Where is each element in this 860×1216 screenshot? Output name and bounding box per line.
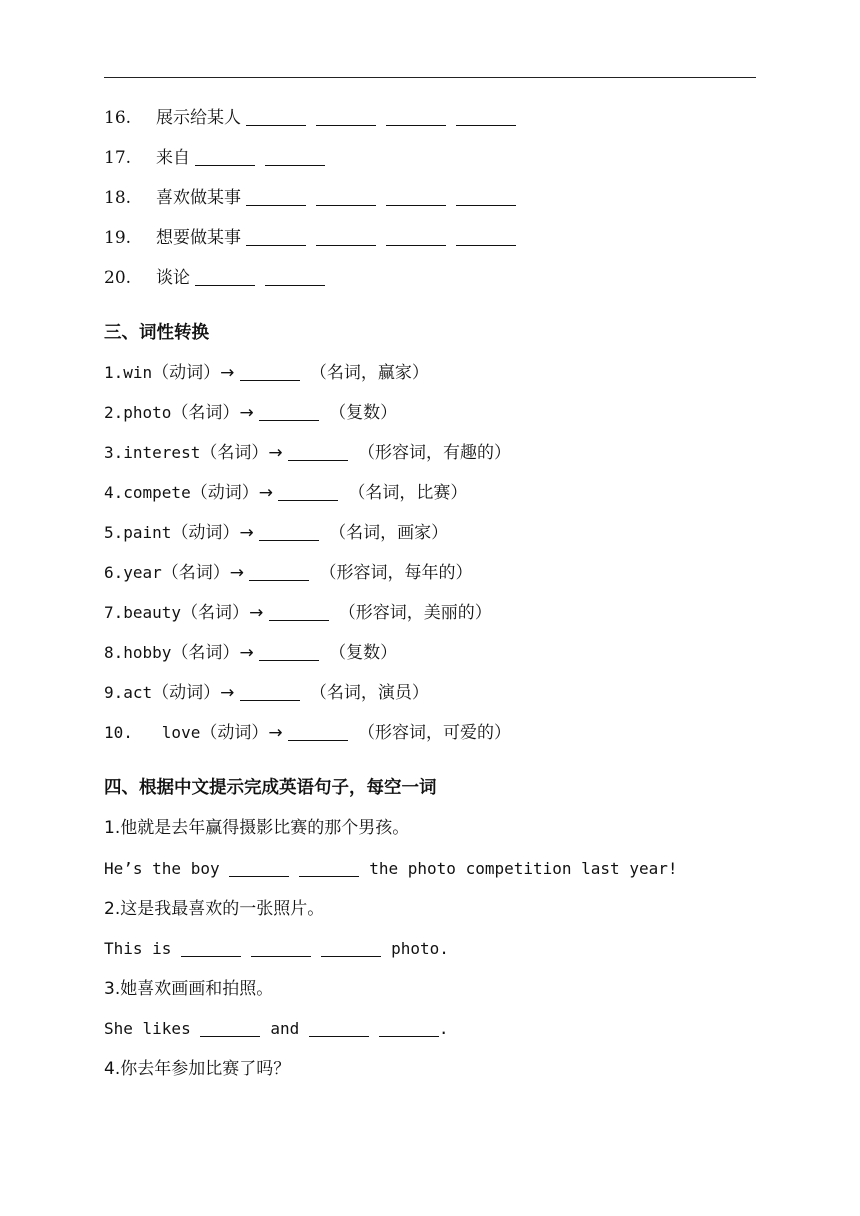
pos: （名词） bbox=[171, 643, 240, 663]
sentence-start: She likes bbox=[104, 1019, 191, 1038]
pos: （名词） bbox=[200, 443, 269, 463]
hint: （名词，比赛） bbox=[348, 483, 468, 503]
arrow-icon: → bbox=[220, 683, 235, 703]
answer-blank[interactable] bbox=[316, 109, 376, 126]
hint: （形容词，有趣的） bbox=[357, 443, 511, 463]
answer-blank[interactable] bbox=[316, 189, 376, 206]
item-number: 16. bbox=[104, 108, 132, 128]
answer-blank[interactable] bbox=[246, 109, 306, 126]
hint: （形容词，可爱的） bbox=[357, 723, 511, 743]
arrow-icon: → bbox=[239, 523, 254, 543]
question-2-english bbox=[104, 937, 449, 961]
section-3-title: 三、词性转换 bbox=[104, 323, 209, 343]
answer-blank[interactable] bbox=[240, 684, 300, 701]
pos: （名词） bbox=[181, 603, 250, 623]
conversion-item-4 bbox=[104, 481, 467, 505]
answer-blank[interactable] bbox=[259, 644, 319, 661]
item-number: 17. bbox=[104, 148, 132, 168]
answer-blank[interactable] bbox=[259, 404, 319, 421]
sentence-start: He’s the boy bbox=[104, 859, 220, 878]
arrow-icon: → bbox=[229, 563, 245, 583]
pos: （动词） bbox=[200, 723, 269, 743]
conversion-item-8 bbox=[104, 641, 397, 665]
word: 8.hobby bbox=[104, 643, 172, 662]
answer-blank[interactable] bbox=[181, 940, 241, 957]
question-4-chinese: 4.你去年参加比赛了吗？ bbox=[104, 1059, 291, 1079]
arrow-icon: → bbox=[268, 443, 283, 463]
answer-blank[interactable] bbox=[200, 1020, 260, 1037]
arrow-icon: → bbox=[220, 363, 235, 383]
question-1-english bbox=[104, 857, 677, 881]
word: 7.beauty bbox=[104, 603, 182, 622]
answer-blank[interactable] bbox=[386, 109, 446, 126]
item-text: 来自 bbox=[156, 148, 190, 168]
word: 10. love bbox=[104, 723, 201, 742]
arrow-icon: → bbox=[239, 403, 254, 423]
answer-blank[interactable] bbox=[246, 189, 306, 206]
word: 1.win bbox=[104, 363, 153, 382]
pos: （动词） bbox=[152, 683, 221, 703]
item-text: 想要做某事 bbox=[156, 228, 241, 248]
question-3-english bbox=[104, 1017, 449, 1041]
question-1-chinese: 1.他就是去年赢得摄影比赛的那个男孩。 bbox=[104, 818, 410, 838]
answer-blank[interactable] bbox=[386, 189, 446, 206]
answer-blank[interactable] bbox=[278, 484, 338, 501]
word: 6.year bbox=[104, 563, 162, 582]
answer-blank[interactable] bbox=[195, 149, 255, 166]
answer-blank[interactable] bbox=[456, 229, 516, 246]
answer-blank[interactable] bbox=[309, 1020, 369, 1037]
conversion-item-1 bbox=[104, 361, 429, 385]
answer-blank[interactable] bbox=[259, 524, 319, 541]
pos: （名词） bbox=[161, 563, 230, 583]
hint: （名词，赢家） bbox=[309, 363, 429, 383]
answer-blank[interactable] bbox=[316, 229, 376, 246]
arrow-icon: → bbox=[268, 723, 283, 743]
answer-blank[interactable] bbox=[299, 860, 359, 877]
item-text: 喜欢做某事 bbox=[156, 188, 241, 208]
word: 4.compete bbox=[104, 483, 191, 502]
answer-blank[interactable] bbox=[379, 1020, 439, 1037]
pos: （动词） bbox=[152, 363, 221, 383]
hint: （形容词，每年的） bbox=[319, 563, 473, 583]
conversion-item-5 bbox=[104, 521, 448, 545]
sentence-start: This is bbox=[104, 939, 172, 958]
vocab-item-17 bbox=[104, 146, 325, 170]
hint: （复数） bbox=[329, 643, 398, 663]
question-2-chinese: 2.这是我最喜欢的一张照片。 bbox=[104, 899, 325, 919]
conversion-item-10 bbox=[104, 721, 511, 745]
hint: （复数） bbox=[329, 403, 398, 423]
hint: （名词，演员） bbox=[309, 683, 429, 703]
pos: （动词） bbox=[171, 523, 240, 543]
word: 9.act bbox=[104, 683, 153, 702]
pos: （名词） bbox=[171, 403, 240, 423]
conversion-item-6 bbox=[104, 561, 472, 585]
answer-blank[interactable] bbox=[240, 364, 300, 381]
answer-blank[interactable] bbox=[456, 189, 516, 206]
conversion-item-9 bbox=[104, 681, 429, 705]
vocab-item-16 bbox=[104, 106, 516, 130]
conversion-item-2 bbox=[104, 401, 397, 425]
item-text: 谈论 bbox=[156, 268, 190, 288]
word: 5.paint bbox=[104, 523, 172, 542]
item-text: 展示给某人 bbox=[156, 108, 241, 128]
answer-blank[interactable] bbox=[195, 269, 255, 286]
conversion-item-3 bbox=[104, 441, 511, 465]
sentence-end: . bbox=[438, 1019, 449, 1038]
hint: （名词，画家） bbox=[329, 523, 449, 543]
vocab-item-19 bbox=[104, 226, 516, 250]
sentence-end: photo. bbox=[391, 939, 449, 958]
answer-blank[interactable] bbox=[321, 940, 381, 957]
answer-blank[interactable] bbox=[249, 564, 309, 581]
answer-blank[interactable] bbox=[229, 860, 289, 877]
vocab-item-18 bbox=[104, 186, 516, 210]
answer-blank[interactable] bbox=[246, 229, 306, 246]
answer-blank[interactable] bbox=[288, 444, 348, 461]
hint: （形容词，美丽的） bbox=[338, 603, 492, 623]
question-3-chinese: 3.她喜欢画画和拍照。 bbox=[104, 979, 274, 999]
answer-blank[interactable] bbox=[251, 940, 311, 957]
pos: （动词） bbox=[190, 483, 259, 503]
answer-blank[interactable] bbox=[265, 269, 325, 286]
item-number: 18. bbox=[104, 188, 132, 208]
word: 3.interest bbox=[104, 443, 201, 462]
conversion-item-7 bbox=[104, 601, 492, 625]
answer-blank[interactable] bbox=[288, 724, 348, 741]
arrow-icon: → bbox=[258, 483, 273, 503]
sentence-end: the photo competition last year! bbox=[369, 859, 678, 878]
vocab-item-20 bbox=[104, 266, 325, 290]
arrow-icon: → bbox=[239, 643, 254, 663]
section-4-title: 四、根据中文提示完成英语句子，每空一词 bbox=[104, 778, 437, 798]
word: 2.photo bbox=[104, 403, 172, 422]
item-number: 19. bbox=[104, 228, 132, 248]
answer-blank[interactable] bbox=[456, 109, 516, 126]
answer-blank[interactable] bbox=[269, 604, 329, 621]
answer-blank[interactable] bbox=[265, 149, 325, 166]
answer-blank[interactable] bbox=[386, 229, 446, 246]
sentence-middle: and bbox=[270, 1019, 300, 1038]
arrow-icon: → bbox=[249, 603, 264, 623]
header-rule bbox=[104, 77, 756, 78]
item-number: 20. bbox=[104, 268, 132, 288]
